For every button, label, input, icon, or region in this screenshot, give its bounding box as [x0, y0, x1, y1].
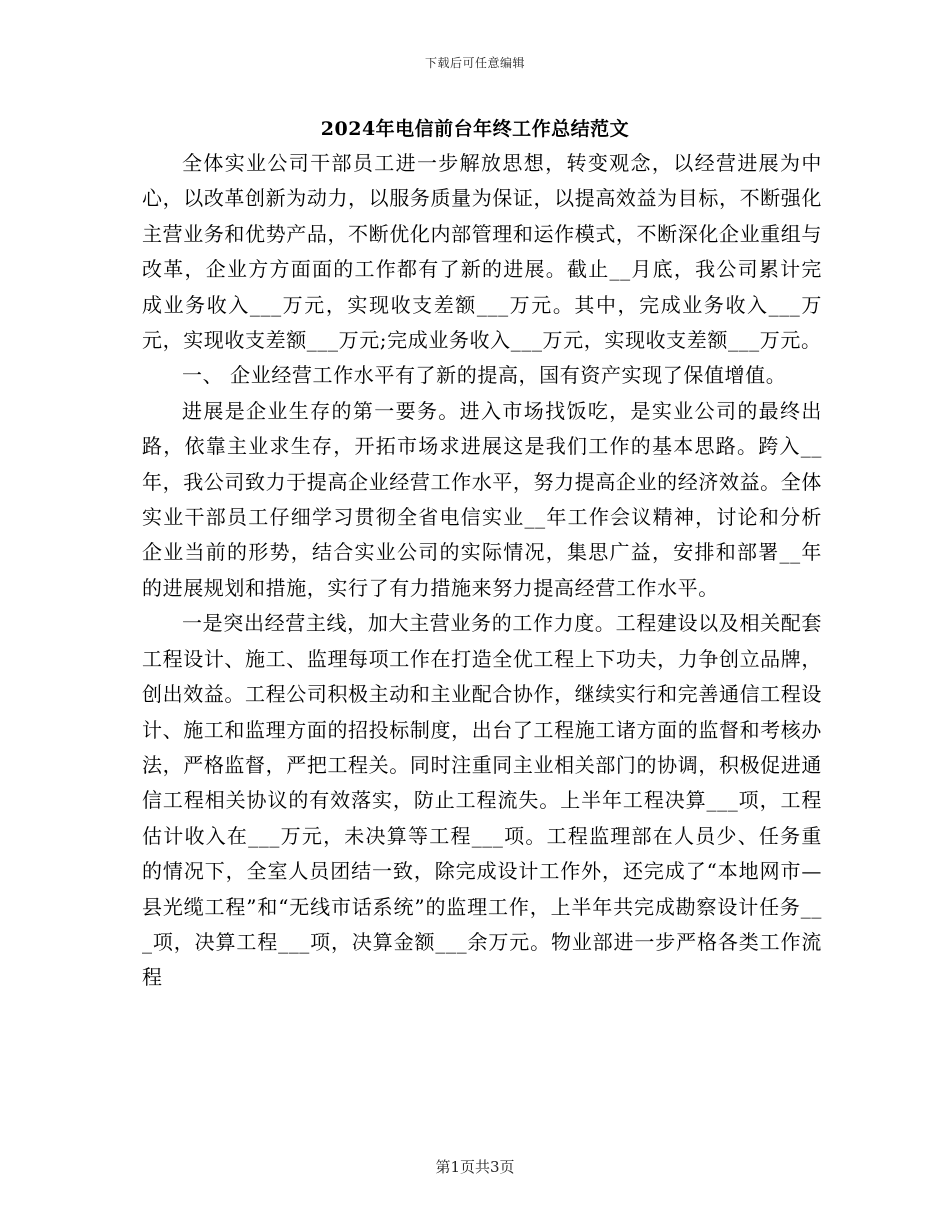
- paragraph: 一是突出经营主线，加大主营业务的工作力度。工程建设以及相关配套工程设计、施工、监理每项工作在打造全优工程上下功夫，力争创立品牌，创出效益。工程公司积极主动和主业配合协作，继续实行和完善通信工程设计、施工和监理方面的招投标制度，出台了工程施工诸方面的监督和考核办法，严格监督，严把工程关。同时注重同主业相关部门的协调，积极促进通信工程相关协议的有效落实，防止工程流失。上半年工程决算___项，工程估计收入在___万元，未决算等工程___项。工程监理部在人员少、任务重的情况下，全室人员团结一致，除完成设计工作外，还完成了“本地网市—县光缆工程”和“无线市话系统”的监理工作，上半年共完成勘察设计任务___项，决算工程___项，决算金额___余万元。物业部进一步严格各类工作流程: [142, 611, 822, 990]
- paragraph: 进展是企业生存的第一要务。进入市场找饭吃，是实业公司的最终出路，依靠主业求生存，开拓市场求进展这是我们工作的基本思路。跨入__年，我公司致力于提高企业经营工作水平，努力提高企业的经济效益。全体实业干部员工仔细学习贯彻全省电信实业__年工作会议精神，讨论和分析企业当前的形势，结合实业公司的实际情况，集思广益，安排和部署__年的进展规划和措施，实行了有力措施来努力提高经营工作水平。: [142, 398, 822, 600]
- page-indicator: 第1页共3页: [435, 1158, 515, 1176]
- header-note: 下载后可任意编辑: [424, 56, 525, 70]
- document-body: [142, 146, 822, 996]
- document-title: 2024年电信前台年终工作总结范文: [320, 118, 630, 140]
- paragraph: 一、 企业经营工作水平有了新的提高，国有资产实现了保值增值。: [182, 363, 787, 388]
- paragraph: 全体实业公司干部员工进一步解放思想，转变观念，以经营进展为中心，以改革创新为动力，以服务质量为保证，以提高效益为目标，不断强化主营业务和优势产品，不断优化内部管理和运作模式，不断深化企业重组与改革，企业方方面面的工作都有了新的进展。截止__月底，我公司累计完成业务收入___万元，实现收支差额___万元。其中，完成业务收入___万元，实现收支差额___万元;完成业务收入___万元，实现收支差额___万元。: [142, 151, 822, 353]
